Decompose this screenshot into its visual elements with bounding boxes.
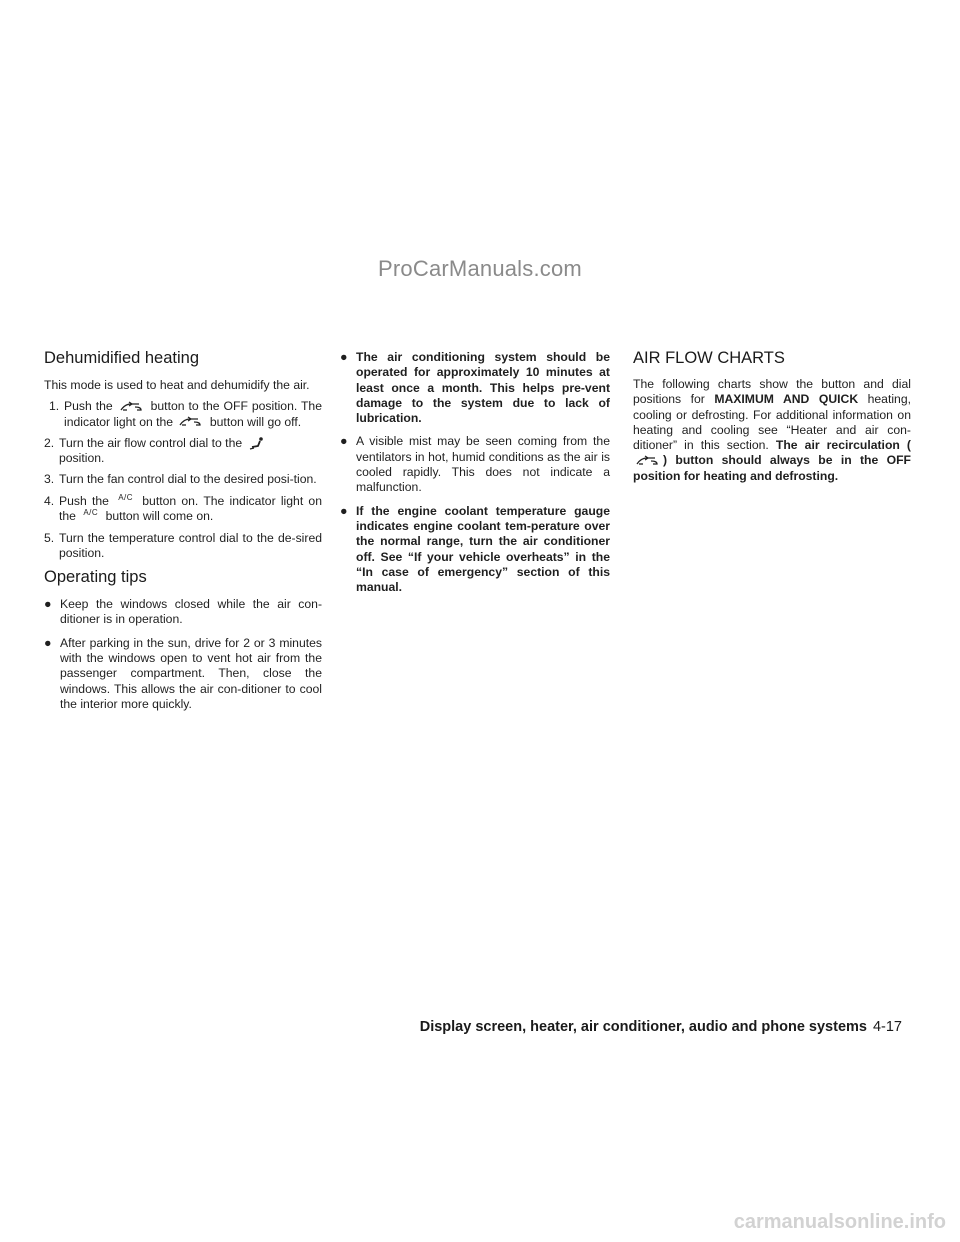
step-text: Turn the fan control dial to the desired posi-tion. — [59, 472, 317, 487]
paragraph-bold-text: ) button should always be in the OFF position for heating and defrosting. — [633, 453, 911, 483]
paragraph-text: The following charts show the button and dial positions for — [633, 377, 911, 407]
tip-text: A visible mist may be seen coming from the ventilators in hot, humid conditions as the air is cooled rapidly. This does not indicate a malfunction. — [356, 434, 610, 495]
tip-text: If the engine coolant temperature gauge indicates engine coolant tem-perature over the normal range, turn the air conditioner off. See “If your vehicle overheats” in the “In case of emergency” section of this manual. — [356, 503, 610, 595]
step-text: position. — [59, 451, 105, 466]
step-5 — [44, 531, 322, 562]
step-number: 4. — [44, 493, 55, 508]
air-recirculation-icon — [119, 401, 145, 413]
step-text: button will go off. — [209, 414, 302, 429]
paragraph-bold-text: MAXIMUM AND QUICK — [714, 392, 859, 407]
step-text: Push the — [59, 493, 109, 508]
step-text: button on. The indicator light on the — [59, 493, 322, 524]
page-footer — [420, 1019, 902, 1035]
intro-text: This mode is used to heat and dehumidify the air. — [44, 378, 310, 392]
step-text: Turn the air flow control dial to the — [59, 435, 243, 450]
bullet-icon: ● — [340, 503, 348, 518]
step-4 — [44, 494, 322, 525]
bullet-icon: ● — [44, 597, 52, 612]
tip-item — [44, 636, 322, 712]
column-middle — [340, 350, 610, 603]
tip-item — [340, 434, 610, 495]
tip-text: Keep the windows closed while the air con-ditioner is in operation. — [60, 597, 322, 627]
step-number: 1. — [49, 399, 60, 414]
column-left — [44, 348, 322, 720]
tip-text: The air conditioning system should be operated for approximately 10 minutes at least once a month. This helps pre-vent damage to the system due to lack of lubrication. — [356, 350, 610, 426]
foot-mode-icon — [248, 437, 266, 451]
bullet-icon: ● — [44, 635, 52, 650]
bullet-icon: ● — [340, 350, 348, 364]
step-text: button to the OFF position. The indicator light on the — [64, 399, 322, 429]
step-2 — [44, 436, 322, 467]
step-number: 2. — [44, 435, 55, 450]
tip-item — [44, 597, 322, 628]
air-recirculation-icon — [178, 416, 204, 428]
footer-title: Display screen, heater, air conditioner, audio and phone systems — [419, 1019, 867, 1035]
tip-text: After parking in the sun, drive for 2 or 3 minutes with the windows open to vent hot air from the passenger compartment. Then, close the windows. This allows the air con-ditioner to cool the interior more quickly. — [60, 635, 322, 711]
tip-item — [340, 350, 610, 426]
heading-operating-tips: Operating tips — [44, 568, 147, 587]
paragraph-bold-text: The air recirculation ( — [775, 438, 911, 453]
bullet-icon: ● — [340, 434, 348, 449]
watermark-top: ProCarManuals.com — [378, 256, 582, 281]
air-flow-paragraph — [633, 377, 911, 484]
ac-icon: A/C — [83, 508, 99, 518]
heading-dehumidified-heating: Dehumidified heating — [44, 349, 200, 367]
air-recirculation-icon — [635, 455, 661, 467]
tip-item — [340, 504, 610, 596]
paragraph-text: heating, cooling or defrosting. For additional information on heating and cooling see “Heater and air con-ditioner” in this section. — [633, 392, 911, 453]
step-number: 5. — [44, 530, 55, 545]
page-number: 4-17 — [872, 1019, 902, 1035]
heading-air-flow-charts: AIR FLOW CHARTS — [633, 349, 785, 367]
column-right — [633, 348, 911, 484]
step-text: Turn the temperature control dial to the de-sired position. — [59, 530, 322, 560]
step-text: button will come on. — [105, 509, 214, 524]
watermark-bottom: carmanualsonline.info — [733, 1211, 946, 1233]
step-3 — [44, 472, 322, 487]
ac-icon: A/C — [118, 492, 134, 502]
step-number: 3. — [44, 472, 55, 487]
step-text: Push the — [64, 399, 113, 414]
step-1 — [44, 399, 322, 430]
